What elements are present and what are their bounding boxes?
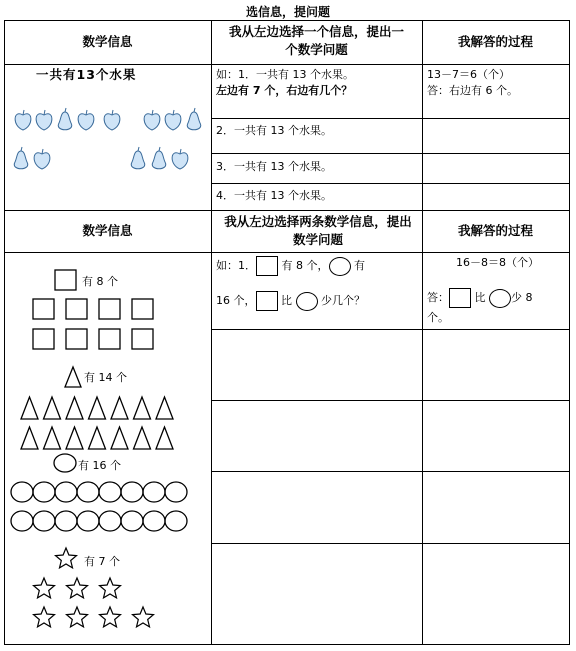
triangle-icon xyxy=(44,397,61,419)
triangle-icon xyxy=(89,427,106,449)
answer-end-2: 个。 xyxy=(427,311,449,324)
square-placeholder xyxy=(256,291,278,311)
circle-icon xyxy=(99,511,121,531)
square-placeholder xyxy=(449,288,471,308)
star-icon xyxy=(34,578,55,598)
square-icon xyxy=(55,270,76,290)
example-part4: 比 xyxy=(281,294,292,307)
circle-icon xyxy=(121,511,143,531)
triangle-icon xyxy=(66,427,83,449)
answer-equation: 13－7＝6（个） xyxy=(427,68,510,81)
header-solution-2: 我解答的过程 xyxy=(457,223,533,238)
squares-label: 有 8 个 xyxy=(82,275,118,288)
triangle-icon xyxy=(111,397,128,419)
star-icon xyxy=(133,607,154,627)
circle-icon xyxy=(55,482,77,502)
answer-sentence: 答：右边有 6 个。 xyxy=(427,84,518,97)
example-part5: 少几个？ xyxy=(321,294,365,307)
header-solution: 我解答的过程 xyxy=(457,34,533,49)
triangle-icon xyxy=(44,427,61,449)
circle-icon xyxy=(55,511,77,531)
circle-icon xyxy=(121,482,143,502)
question-row-4: 4．一共有 13 个水果。 xyxy=(216,189,332,202)
answer-equation-2: 16－8＝8（个） xyxy=(456,256,539,269)
circle-icon xyxy=(165,482,187,502)
circle-placeholder xyxy=(489,289,511,308)
circle-icon xyxy=(11,482,33,502)
star-icon xyxy=(67,607,88,627)
square-placeholder xyxy=(256,256,278,276)
star-icon xyxy=(34,607,55,627)
fruit-info-text: 一共有13个水果 xyxy=(36,67,137,82)
triangles-label: 有 14 个 xyxy=(84,371,127,384)
circle-icon xyxy=(77,511,99,531)
answer-sentence-2 xyxy=(427,288,567,308)
triangle-icon xyxy=(65,367,81,387)
question-row-2: 2．一共有 13 个水果。 xyxy=(216,124,332,137)
square-icon xyxy=(99,299,120,319)
circle-placeholder xyxy=(296,292,318,311)
square-icon xyxy=(33,299,54,319)
square-icon xyxy=(132,299,153,319)
example-part2: 有 xyxy=(354,259,365,272)
triangle-icon xyxy=(134,397,151,419)
square-icon xyxy=(33,329,54,349)
answer-end: 少 8 xyxy=(511,291,533,304)
answer-mid: 比 xyxy=(474,291,486,304)
shapes-illustration xyxy=(4,20,211,645)
star-icon xyxy=(100,607,121,627)
answer-example xyxy=(427,67,567,99)
stars-label: 有 7 个 xyxy=(84,555,120,568)
star-icon xyxy=(100,578,121,598)
circle-icon xyxy=(143,482,165,502)
circle-icon xyxy=(33,511,55,531)
triangle-icon xyxy=(156,427,173,449)
triangle-icon xyxy=(66,397,83,419)
header-pose-question: 我从左边选择一个信息，提出一个数学问题 xyxy=(228,24,404,57)
question-prefix: 如：1． xyxy=(216,68,256,81)
circle-icon xyxy=(54,454,76,472)
page-title: 选信息，提问题 xyxy=(245,5,330,19)
worksheet-table xyxy=(4,20,570,645)
circle-icon xyxy=(33,482,55,502)
circle-icon xyxy=(11,511,33,531)
square-icon xyxy=(99,329,120,349)
answer-prefix: 答： xyxy=(427,291,449,304)
star-icon xyxy=(56,548,77,568)
triangle-icon xyxy=(21,427,38,449)
header-math-info-2: 数学信息 xyxy=(82,223,133,238)
triangle-icon xyxy=(21,397,38,419)
square-icon xyxy=(132,329,153,349)
question-bold: 左边有 7 个，右边有几个？ xyxy=(216,84,353,97)
triangle-icon xyxy=(111,427,128,449)
example-part3: 16 个， xyxy=(216,294,256,307)
question-text: 一共有 13 个水果。 xyxy=(256,68,354,81)
circles-label: 有 16 个 xyxy=(78,459,121,472)
circle-icon xyxy=(99,482,121,502)
example-part1: 有 8 个， xyxy=(281,259,329,272)
circle-icon xyxy=(165,511,187,531)
question-example-2 xyxy=(216,255,420,277)
example-prefix: 如：1． xyxy=(216,259,256,272)
question-example xyxy=(216,67,420,99)
square-icon xyxy=(66,299,87,319)
circle-icon xyxy=(77,482,99,502)
triangle-icon xyxy=(89,397,106,419)
square-icon xyxy=(66,329,87,349)
question-example-2-line2 xyxy=(216,290,420,312)
header-pose-question-2: 我从左边选择两条数学信息，提出数学问题 xyxy=(224,214,412,247)
question-row-3: 3．一共有 13 个水果。 xyxy=(216,160,332,173)
circle-icon xyxy=(143,511,165,531)
star-icon xyxy=(67,578,88,598)
triangle-icon xyxy=(156,397,173,419)
triangle-icon xyxy=(134,427,151,449)
header-math-info: 数学信息 xyxy=(82,34,133,49)
circle-placeholder xyxy=(329,257,351,276)
